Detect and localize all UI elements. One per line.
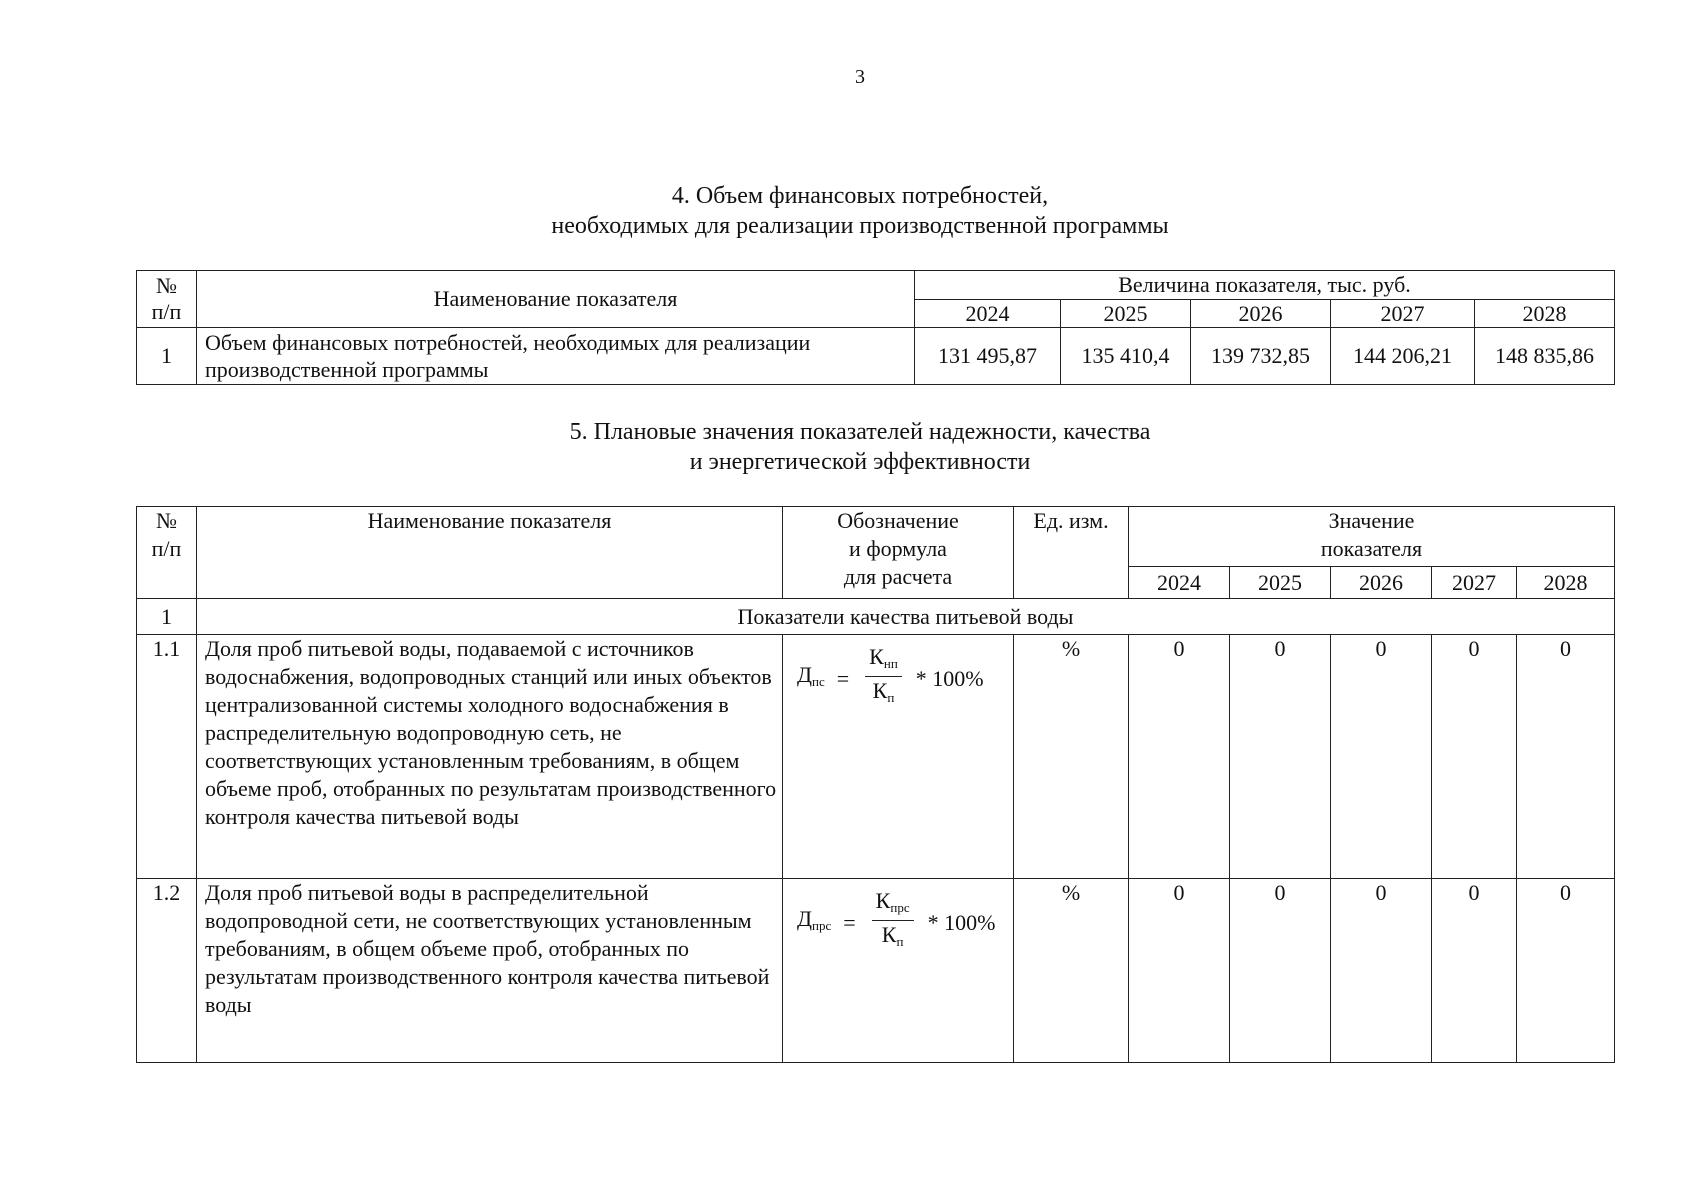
section-4-title-line1: 4. Объем финансовых потребностей, — [671, 183, 1049, 209]
formula-symbol-sub: пс — [812, 674, 825, 689]
row-value: 0 — [1432, 635, 1517, 879]
table-row — [137, 879, 1615, 1063]
row-value: 0 — [1331, 879, 1432, 1063]
row-number: 1.1 — [137, 635, 197, 879]
row-value: 0 — [1129, 635, 1230, 879]
formula-denominator-sub: п — [887, 690, 895, 705]
group-title: Показатели качества питьевой воды — [197, 599, 1615, 635]
col-number-header: № п/п — [137, 271, 197, 328]
col-formula-header: Обозначение и формула для расчета — [783, 507, 1014, 599]
formula-equals: = — [843, 909, 856, 935]
year-header: 2024 — [915, 300, 1061, 328]
group-number: 1 — [137, 599, 197, 635]
row-formula — [783, 635, 1014, 879]
formula-numerator-sub: прс — [890, 900, 910, 915]
row-formula — [783, 879, 1014, 1063]
year-header: 2027 — [1432, 567, 1517, 599]
year-header: 2025 — [1230, 567, 1331, 599]
row-value: 135 410,4 — [1061, 328, 1191, 385]
section-4-title-line2: необходимых для реализации производственной программы — [551, 213, 1169, 239]
col-unit-header: Ед. изм. — [1014, 507, 1129, 599]
formula-fraction — [872, 889, 914, 956]
col-name-header: Наименование показателя — [197, 507, 783, 599]
formula-equals: = — [836, 665, 850, 691]
year-header: 2026 — [1331, 567, 1432, 599]
row-name: Доля проб питьевой воды в распределительной водопроводной сети, не соответствующих установленным требованиям, в общем объеме проб, отобранных по результатам производственного контроля качества питьевой воды — [197, 879, 783, 1063]
formula-symbol-sub: прс — [812, 918, 832, 933]
formula — [783, 635, 1013, 712]
year-header: 2028 — [1517, 567, 1615, 599]
formula-tail: * 100% — [915, 665, 984, 691]
page-number: 3 — [855, 66, 865, 88]
year-header: 2025 — [1061, 300, 1191, 328]
row-value: 144 206,21 — [1331, 328, 1475, 385]
row-value: 139 732,85 — [1191, 328, 1331, 385]
row-value: 0 — [1432, 879, 1517, 1063]
row-value: 0 — [1331, 635, 1432, 879]
row-unit: % — [1014, 879, 1129, 1063]
row-value: 131 495,87 — [915, 328, 1061, 385]
row-value: 0 — [1230, 879, 1331, 1063]
row-value: 0 — [1230, 635, 1331, 879]
year-header: 2026 — [1191, 300, 1331, 328]
row-name: Доля проб питьевой воды, подаваемой с источников водоснабжения, водопроводных станций или иных объектов централизованной системы холодного водоснабжения в распределительную водопроводную сеть, не соответствующих установленным требованиям, в общем объеме проб, отобранных по результатам производственного контроля качества питьевой воды — [197, 635, 783, 879]
year-header: 2027 — [1331, 300, 1475, 328]
formula — [783, 879, 1013, 956]
formula-denominator: К — [872, 678, 888, 703]
col-value-group-header: Величина показателя, тыс. руб. — [915, 271, 1615, 300]
row-value: 148 835,86 — [1475, 328, 1615, 385]
section-4-heading — [0, 181, 1692, 241]
row-unit: % — [1014, 635, 1129, 879]
row-value: 0 — [1517, 879, 1615, 1063]
quality-indicators-table — [136, 506, 1615, 1063]
section-5-title-line1: 5. Плановые значения показателей надежности, качества — [569, 419, 1151, 445]
col-number-header: № п/п — [137, 507, 197, 599]
formula-symbol: Д — [797, 662, 813, 687]
formula-numerator: К — [875, 888, 891, 913]
row-number: 1 — [137, 328, 197, 385]
group-row — [137, 599, 1615, 635]
formula-numerator: К — [869, 644, 884, 669]
formula-numerator-sub: нп — [883, 656, 898, 671]
year-header: 2028 — [1475, 300, 1615, 328]
row-value: 0 — [1517, 635, 1615, 879]
row-name: Объем финансовых потребностей, необходимых для реализации производственной программы — [197, 328, 915, 385]
formula-fraction — [865, 645, 902, 712]
year-header: 2024 — [1129, 567, 1230, 599]
formula-denominator: К — [881, 922, 897, 947]
formula-symbol: Д — [797, 906, 813, 931]
row-value: 0 — [1129, 879, 1230, 1063]
section-5-heading — [0, 417, 1692, 477]
section-5-title-line2: и энергетической эффективности — [689, 449, 1031, 475]
col-name-header: Наименование показателя — [197, 271, 915, 328]
table-row — [137, 328, 1615, 385]
financial-needs-table — [136, 270, 1615, 385]
formula-denominator-sub: п — [896, 934, 904, 949]
formula-tail: * 100% — [927, 909, 996, 935]
col-value-group-header: Значение показателя — [1129, 507, 1615, 567]
table-row — [137, 635, 1615, 879]
row-number: 1.2 — [137, 879, 197, 1063]
